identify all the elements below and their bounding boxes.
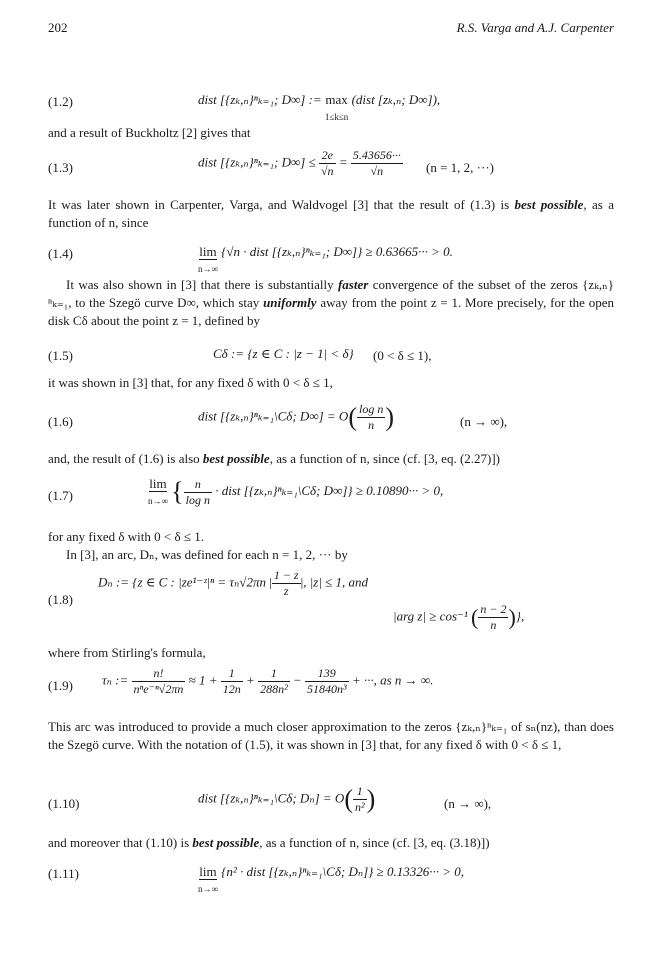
equation-lhs: dist [{zₖ,ₙ}ⁿₖ₌₁; D∞] := bbox=[198, 92, 325, 107]
equation-number: (1.4) bbox=[48, 246, 73, 261]
equation-condition: (n → ∞), bbox=[460, 414, 508, 429]
fraction: $\frac{139}{\text{51840n³}}$ bbox=[306, 666, 347, 696]
equation-condition: (0 < δ ≤ 1), bbox=[373, 348, 432, 363]
fraction: $\frac{n}{\text{log n}}$ bbox=[185, 476, 210, 507]
equation-number: (1.3) bbox=[48, 160, 73, 175]
fraction: $\frac{1}{\text{288n²}}$ bbox=[260, 666, 288, 696]
page-number: 202 bbox=[48, 20, 68, 35]
paragraph: and a result of Buckholtz [2] gives that bbox=[48, 125, 251, 140]
equation-number: (1.11) bbox=[48, 866, 79, 881]
equation-1-2 bbox=[48, 88, 614, 122]
equation-body: {n² · dist [{zₖ,ₙ}ⁿₖ₌₁\Cδ; Dₙ]} ≥ 0.13326··· > 0, bbox=[221, 864, 465, 879]
equation-1-6: (1.6) dist [{zₖ,ₙ}ⁿₖ₌₁\Cδ; D∞] = O( $\frac{\text{log n}}{n}$ ) (n → ∞), bbox=[48, 402, 508, 432]
equation-number: (1.2) bbox=[48, 94, 73, 109]
paragraph: This arc was introduced to provide a much closer approximation to the zeros {zₖ,ₙ}ⁿₖ₌₁ of sₙ(nz), than does the Szegö curve. With the notation of (1.5), it was shown in [3] that, for any fixed δ with 0 < δ ≤ 1, bbox=[48, 719, 614, 752]
paragraph: where from Stirling's formula, bbox=[48, 645, 206, 660]
equation-1-5 bbox=[48, 342, 614, 370]
max-subscript: 1≤k≤n bbox=[324, 112, 349, 122]
equation-rhs: (dist [zₖ,ₙ; D∞]), bbox=[351, 92, 441, 107]
equation-condition: (n → ∞), bbox=[444, 796, 492, 811]
fraction: $\frac{5.43656\cdot\cdot\cdot}{√n}$ bbox=[352, 148, 401, 178]
fraction: $\frac{n!}{\text{nⁿe⁻ⁿ√2πn}}$ bbox=[133, 666, 184, 696]
limit-operator: lim bbox=[199, 244, 217, 259]
running-authors: R.S. Varga and A.J. Carpenter bbox=[456, 20, 614, 35]
emphasis: uniformly bbox=[263, 295, 317, 310]
max-operator: max bbox=[325, 92, 348, 107]
equation-lhs: dist [{zₖ,ₙ}ⁿₖ₌₁\Cδ; D∞] = O bbox=[198, 408, 349, 424]
limit-operator: lim bbox=[199, 864, 217, 879]
equation-1-9: (1.9) τₙ := $\frac{n!}{\text{nⁿe⁻ⁿ√2πn}}$ ≈ 1 + $\frac{1}{12n}$ + $\frac{1}{\text{288n²}}$ − $\frac{139}{\text{51840n³}}$ + ···, as n → ∞. bbox=[48, 666, 434, 696]
fraction: $\frac{1}{\text{n²}}$ bbox=[354, 784, 365, 814]
limit-operator: lim bbox=[149, 476, 167, 491]
limit-subscript: n→∞ bbox=[198, 884, 218, 894]
equation-number: (1.6) bbox=[48, 414, 73, 429]
fraction: $\frac{2e}{√n}$ bbox=[320, 148, 334, 178]
emphasis: best possible bbox=[514, 197, 584, 212]
equation-body: {√n · dist [{zₖ,ₙ}ⁿₖ₌₁; D∞]} ≥ 0.63665··· > 0. bbox=[221, 244, 453, 259]
equation-condition: (n = 1, 2, ···) bbox=[426, 160, 494, 175]
limit-subscript: n→∞ bbox=[198, 264, 218, 274]
equation-lhs: dist [{zₖ,ₙ}ⁿₖ₌₁; D∞] ≤ bbox=[198, 154, 316, 170]
paragraph: and moreover that (1.10) is best possible, as a function of n, since (cf. [3, eq. (3.18)]) bbox=[48, 835, 490, 850]
running-header bbox=[48, 20, 614, 38]
limit-subscript: n→∞ bbox=[148, 496, 168, 506]
equation-1-3: (1.3) dist [{zₖ,ₙ}ⁿₖ₌₁; D∞] ≤ $\frac{2e}{√n}$ = $\frac{5.43656\cdot\cdot\cdot}{√n}$ (n = 1, 2, ···) bbox=[48, 148, 494, 178]
equation-1-8: (1.8) Dₙ := {z ∈ C : |ze¹⁻ᶻ|ⁿ = τₙ√2πn | $\frac{1 - z}{z}$ |, |z| ≤ 1, and |arg z| ≥ cos⁻¹ ( $\frac{n - 2}{n}$ )}, bbox=[48, 568, 525, 632]
equation-body: · dist [{zₖ,ₙ}ⁿₖ₌₁\Cδ; D∞]} ≥ 0.10890··· > 0, bbox=[215, 482, 444, 498]
paragraph: In [3], an arc, Dₙ, was defined for each n = 1, 2, ··· by bbox=[66, 547, 348, 562]
equation-number: (1.8) bbox=[48, 592, 73, 607]
equation-1-11 bbox=[48, 860, 614, 894]
fraction: $\frac{n - 2}{n}$ bbox=[480, 602, 507, 632]
equation-line-2: |arg z| ≥ cos⁻¹ bbox=[393, 608, 468, 624]
paragraph: for any fixed δ with 0 < δ ≤ 1. bbox=[48, 529, 204, 544]
equation-lhs: dist [{zₖ,ₙ}ⁿₖ₌₁\Cδ; Dₙ] = O bbox=[198, 790, 345, 806]
equation-1-4 bbox=[48, 240, 614, 274]
paragraph: It was also shown in [3] that there is substantially faster convergence of the subset of the zeros {zₖ,ₙ}ⁿₖ₌₁, to the Szegö curve D∞, which stay uniformly away from the point z = 1. More precisely, for the open disk Cδ about the point z = 1, defined by bbox=[48, 277, 615, 328]
paragraph: It was later shown in Carpenter, Varga, and Waldvogel [3] that the result of (1.3) is best possible, as a function of n, since bbox=[48, 197, 614, 230]
equation-body: Cδ := {z ∈ C : |z − 1| < δ} bbox=[213, 346, 354, 361]
fraction: $\frac{\text{log n}}{n}$ bbox=[358, 402, 384, 432]
equation-line-1: Dₙ := {z ∈ C : |ze¹⁻ᶻ|ⁿ = τₙ√2πn bbox=[98, 574, 266, 590]
emphasis: best possible bbox=[192, 835, 260, 850]
equation-number: (1.7) bbox=[48, 488, 73, 503]
equation-number: (1.10) bbox=[48, 796, 80, 811]
fraction: $\frac{1 - z}{z}$ bbox=[273, 568, 299, 598]
emphasis: faster bbox=[337, 277, 369, 292]
paragraph: and, the result of (1.6) is also best possible, as a function of n, since (cf. [3, eq. (2.27)]) bbox=[48, 451, 501, 466]
equation-1-10: (1.10) dist [{zₖ,ₙ}ⁿₖ₌₁\Cδ; Dₙ] = O( $\frac{1}{\text{n²}}$ ) (n → ∞), bbox=[48, 784, 492, 814]
equation-number: (1.5) bbox=[48, 348, 73, 363]
paragraph: it was shown in [3] that, for any fixed δ with 0 < δ ≤ 1, bbox=[48, 375, 333, 390]
fraction: $\frac{1}{12n}$ bbox=[222, 666, 241, 696]
emphasis: best possible bbox=[202, 451, 270, 466]
equation-1-7: (1.7) lim n→∞ { $\frac{n}{\text{log n}}$ · dist [{zₖ,ₙ}ⁿₖ₌₁\Cδ; D∞]} ≥ 0.10890··· > 0, bbox=[48, 476, 444, 507]
equation-number: (1.9) bbox=[48, 678, 73, 693]
